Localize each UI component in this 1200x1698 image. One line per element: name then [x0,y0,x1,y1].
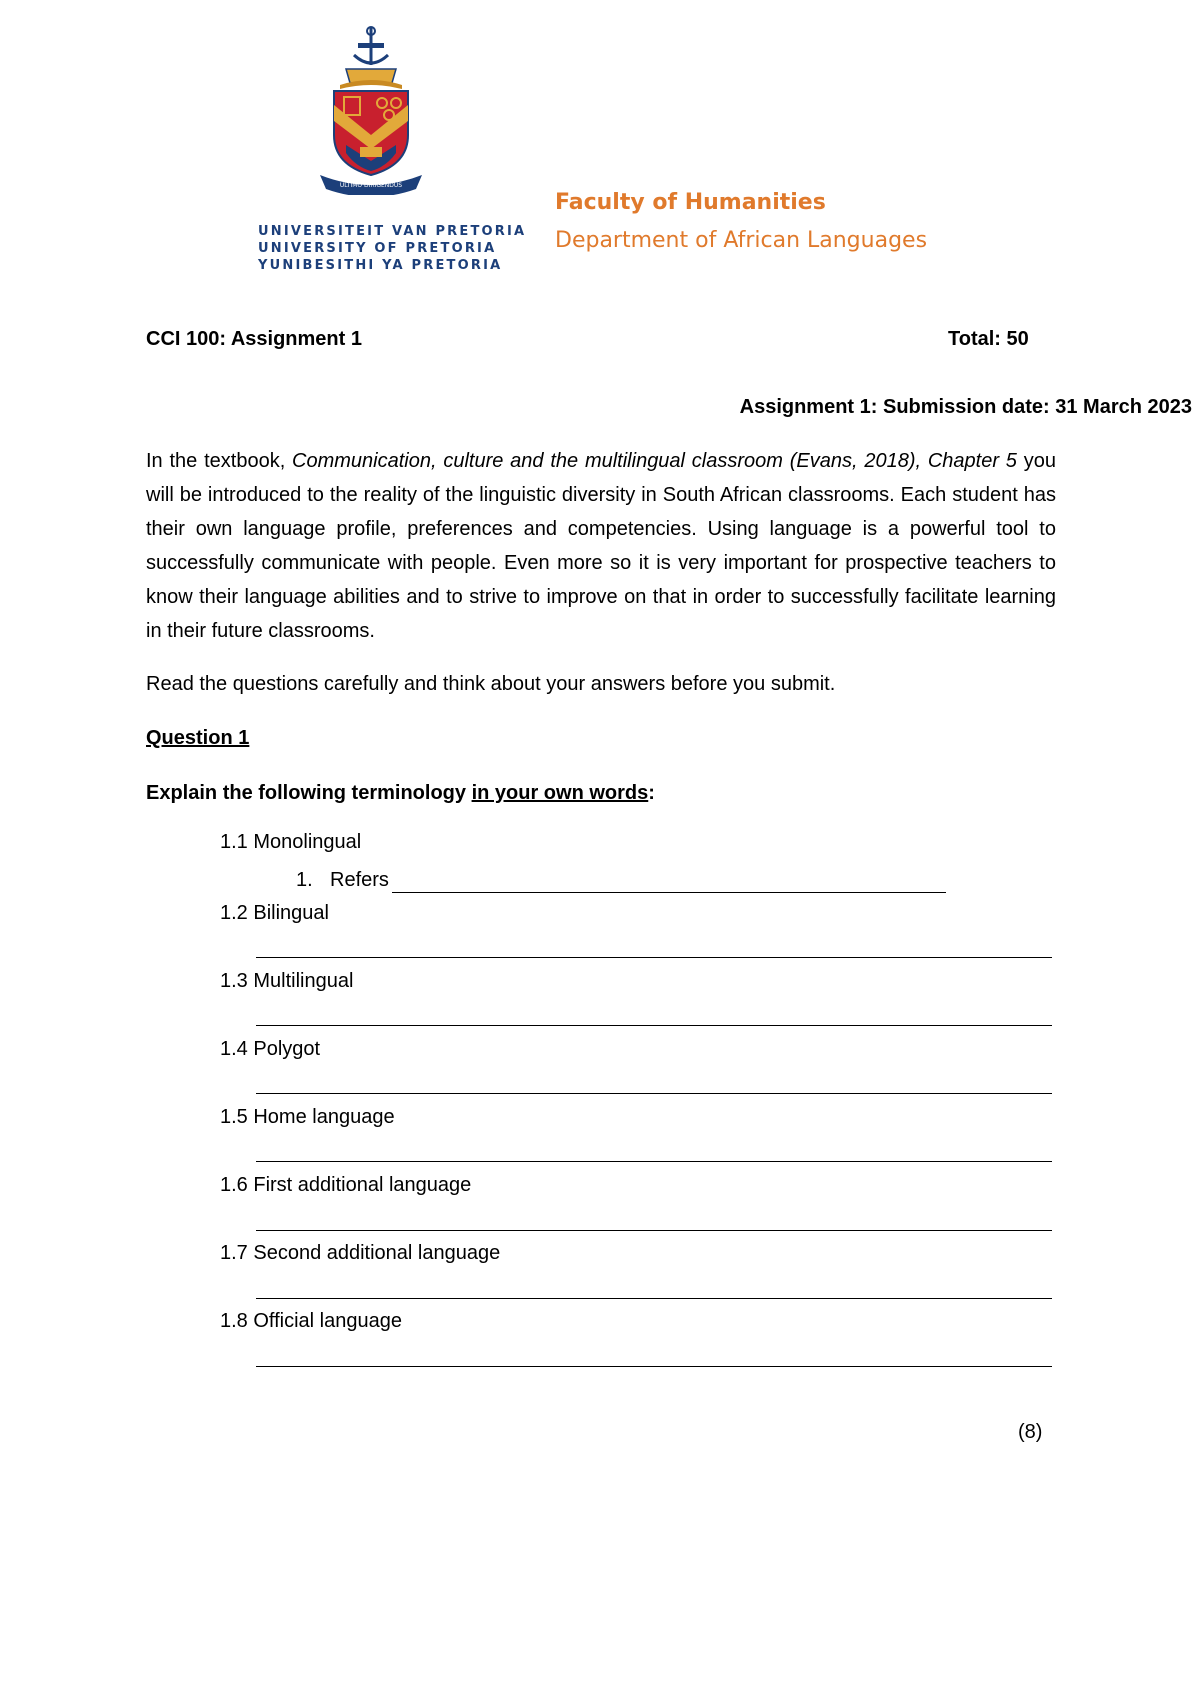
svg-text:ULTIMO DIRIGENDUS: ULTIMO DIRIGENDUS [339,182,403,189]
answer-line-multilingual[interactable] [256,1025,1052,1026]
item-monolingual: 1.1 Monolingual [220,831,362,853]
university-crest-icon [316,25,426,195]
university-name-afrikaans: UNIVERSITEIT VAN PRETORIA [258,224,527,239]
question-heading: Question 1 [146,727,250,749]
item-first-additional-language: 1.6 First additional language [220,1174,472,1196]
item-home-language: 1.5 Home language [220,1106,395,1128]
university-names [258,223,527,274]
item-polygot: 1.4 Polygot [220,1038,321,1060]
department-name: Department of African Languages [555,228,928,253]
intro-paragraph [146,444,1056,648]
sub-item-number: 1. [296,869,313,891]
assignment-title: CCI 100: Assignment 1 [146,328,362,350]
answer-line-bilingual[interactable] [256,957,1052,958]
instruction-pre: Explain the following terminology [146,782,472,804]
intro-pre: In the textbook, [146,450,293,472]
question-marks: (8) [1018,1421,1043,1443]
intro-post: you will be introduced to the reality of the linguistic diversity in South African classrooms. Each student has their own language profile, preferences and competencies. Using language is a powerful tool to successfully communicate with people. Even more so it is very important for prospective teachers to know their language abilities and to strive to improve on that in order to successfully facilitate learning in their future classrooms. [146,450,1056,642]
item-official-language: 1.8 Official language [220,1310,402,1332]
sub-item-text: Refers [330,869,389,891]
answer-line-official-language[interactable] [256,1366,1052,1367]
read-instruction: Read the questions carefully and think about your answers before you submit. [146,673,836,695]
answer-line-home-language[interactable] [256,1161,1052,1162]
intro-book-title: Communication, culture and the multilingual classroom [292,450,783,472]
item-bilingual: 1.2 Bilingual [220,902,329,924]
question-instruction [146,776,655,810]
answer-line-refers[interactable] [392,892,946,893]
answer-line-second-additional-language[interactable] [256,1298,1052,1299]
faculty-name: Faculty of Humanities [555,190,826,215]
instruction-underlined: in your own words [471,782,649,804]
answer-line-polygot[interactable] [256,1093,1052,1094]
item-multilingual: 1.3 Multilingual [220,970,354,992]
answer-line-first-additional-language[interactable] [256,1230,1052,1231]
university-name-english: UNIVERSITY OF PRETORIA [258,241,497,256]
university-name-sepedi: YUNIBESITHI YA PRETORIA [258,258,503,273]
intro-citation: (Evans, 2018), Chapter 5 [782,450,1017,472]
submission-date: Assignment 1: Submission date: 31 March 2023 [739,396,1192,418]
instruction-post: : [648,782,655,804]
assignment-total: Total: 50 [948,328,1029,350]
item-second-additional-language: 1.7 Second additional language [220,1242,501,1264]
sub-item-refers [296,865,389,895]
